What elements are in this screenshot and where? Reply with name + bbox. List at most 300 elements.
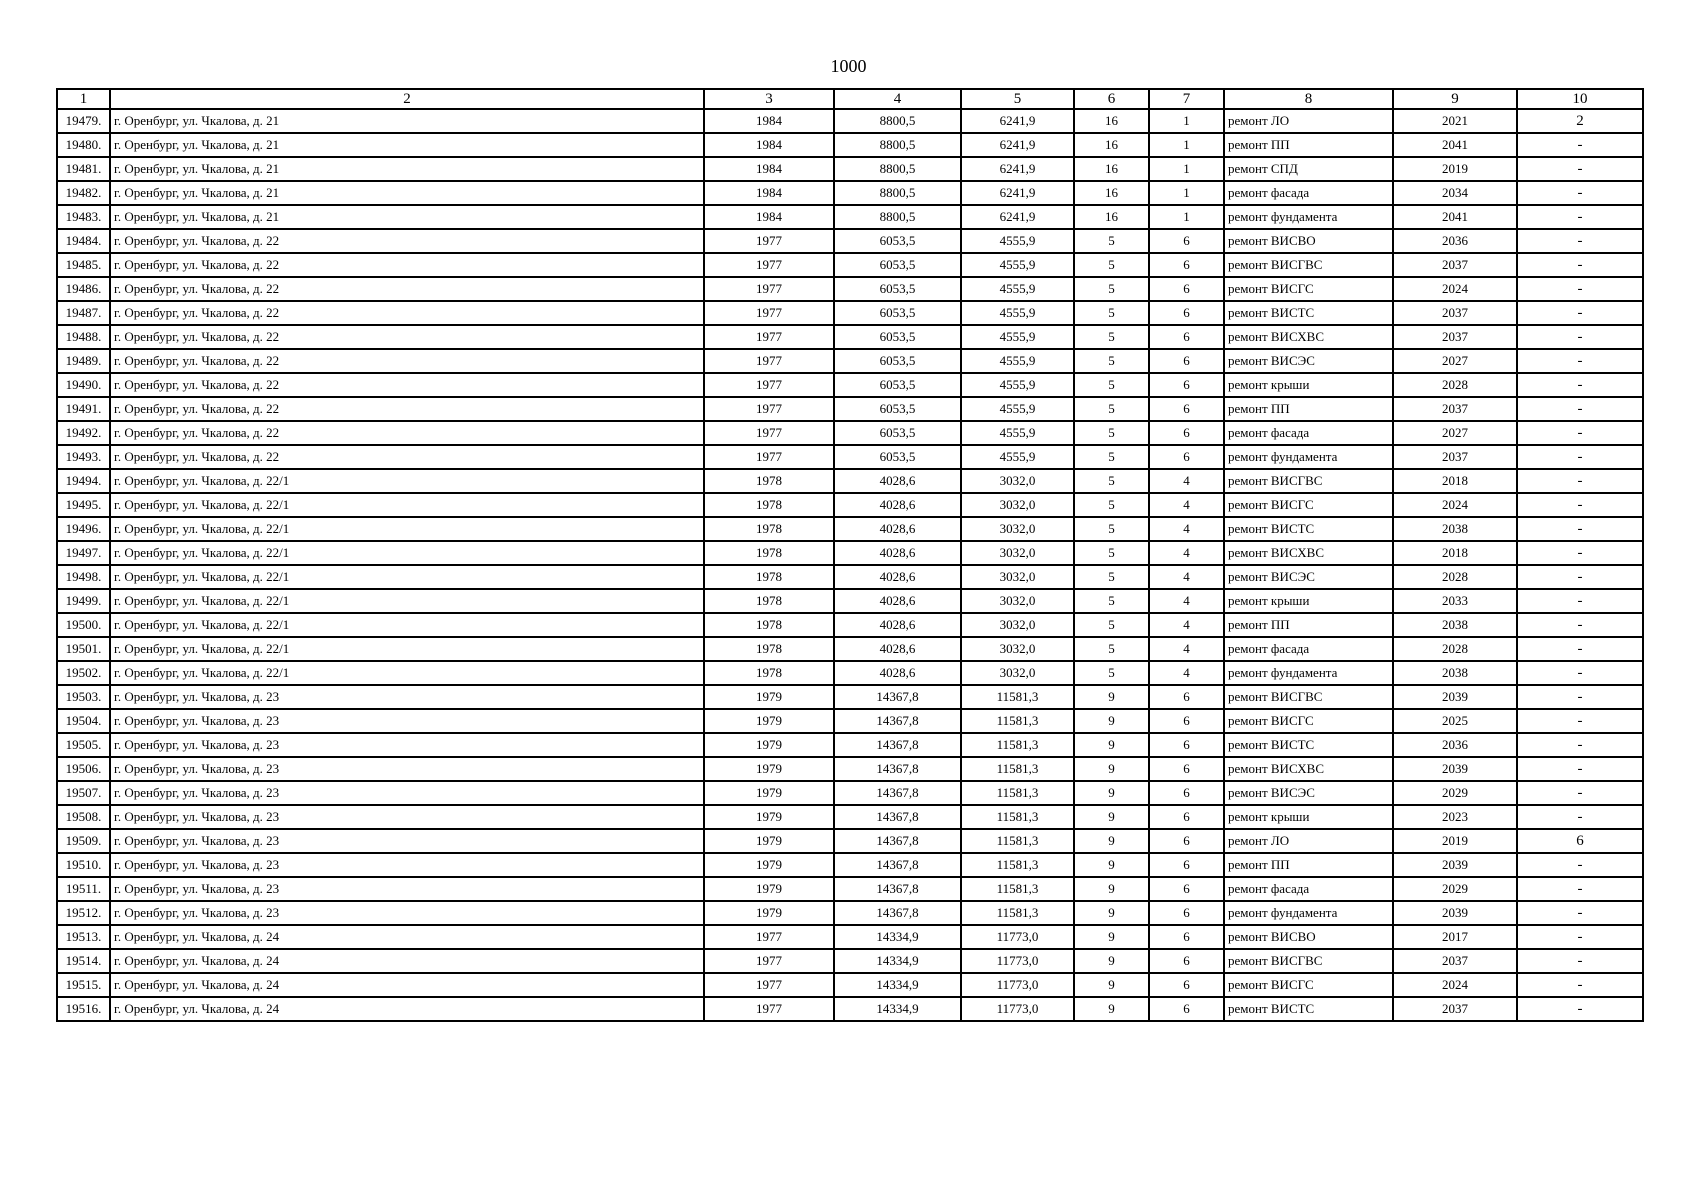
table-row bbox=[57, 253, 1643, 277]
row-number-cell: 19481. bbox=[57, 157, 110, 181]
work-type-cell: ремонт ПП bbox=[1224, 397, 1393, 421]
floors-cell: 5 bbox=[1074, 277, 1149, 301]
entrances-cell: 6 bbox=[1149, 301, 1224, 325]
table-body bbox=[57, 109, 1643, 1021]
year-built-cell: 1977 bbox=[704, 949, 834, 973]
year-built-cell: 1977 bbox=[704, 421, 834, 445]
planned-year-cell: 2028 bbox=[1393, 637, 1517, 661]
register-table bbox=[56, 88, 1644, 1022]
work-type-cell: ремонт ВИСХВС bbox=[1224, 541, 1393, 565]
column-header-2: 2 bbox=[110, 89, 704, 109]
floors-cell: 5 bbox=[1074, 349, 1149, 373]
planned-year-cell: 2025 bbox=[1393, 709, 1517, 733]
total-area-cell: 6053,5 bbox=[834, 253, 961, 277]
table-row bbox=[57, 133, 1643, 157]
planned-year-cell: 2024 bbox=[1393, 493, 1517, 517]
floors-cell: 9 bbox=[1074, 757, 1149, 781]
year-built-cell: 1978 bbox=[704, 541, 834, 565]
total-area-cell: 4028,6 bbox=[834, 613, 961, 637]
table-row bbox=[57, 781, 1643, 805]
row-number-cell: 19495. bbox=[57, 493, 110, 517]
year-built-cell: 1977 bbox=[704, 277, 834, 301]
address-cell: г. Оренбург, ул. Чкалова, д. 21 bbox=[110, 157, 704, 181]
table-row bbox=[57, 229, 1643, 253]
floors-cell: 9 bbox=[1074, 853, 1149, 877]
living-area-cell: 11581,3 bbox=[961, 685, 1074, 709]
table-row bbox=[57, 445, 1643, 469]
living-area-cell: 11773,0 bbox=[961, 997, 1074, 1021]
table-row bbox=[57, 877, 1643, 901]
floors-cell: 16 bbox=[1074, 133, 1149, 157]
year-built-cell: 1977 bbox=[704, 253, 834, 277]
work-type-cell: ремонт ПП bbox=[1224, 613, 1393, 637]
header-row bbox=[57, 89, 1643, 109]
total-area-cell: 14367,8 bbox=[834, 733, 961, 757]
column-10-value-cell: 6 bbox=[1517, 829, 1643, 853]
total-area-cell: 14367,8 bbox=[834, 781, 961, 805]
year-built-cell: 1978 bbox=[704, 493, 834, 517]
work-type-cell: ремонт ВИСВО bbox=[1224, 925, 1393, 949]
planned-year-cell: 2041 bbox=[1393, 205, 1517, 229]
table-row bbox=[57, 997, 1643, 1021]
column-10-value-cell: - bbox=[1517, 877, 1643, 901]
living-area-cell: 11773,0 bbox=[961, 949, 1074, 973]
work-type-cell: ремонт ВИСТС bbox=[1224, 733, 1393, 757]
entrances-cell: 1 bbox=[1149, 157, 1224, 181]
total-area-cell: 14367,8 bbox=[834, 877, 961, 901]
table-row bbox=[57, 973, 1643, 997]
work-type-cell: ремонт ВИСТС bbox=[1224, 301, 1393, 325]
living-area-cell: 11581,3 bbox=[961, 805, 1074, 829]
planned-year-cell: 2041 bbox=[1393, 133, 1517, 157]
entrances-cell: 6 bbox=[1149, 949, 1224, 973]
year-built-cell: 1979 bbox=[704, 829, 834, 853]
address-cell: г. Оренбург, ул. Чкалова, д. 23 bbox=[110, 733, 704, 757]
work-type-cell: ремонт фундамента bbox=[1224, 901, 1393, 925]
column-10-value-cell: - bbox=[1517, 925, 1643, 949]
year-built-cell: 1979 bbox=[704, 805, 834, 829]
planned-year-cell: 2037 bbox=[1393, 301, 1517, 325]
address-cell: г. Оренбург, ул. Чкалова, д. 22 bbox=[110, 253, 704, 277]
row-number-cell: 19516. bbox=[57, 997, 110, 1021]
entrances-cell: 4 bbox=[1149, 469, 1224, 493]
row-number-cell: 19479. bbox=[57, 109, 110, 133]
column-10-value-cell: - bbox=[1517, 589, 1643, 613]
year-built-cell: 1984 bbox=[704, 181, 834, 205]
planned-year-cell: 2024 bbox=[1393, 277, 1517, 301]
column-header-6: 6 bbox=[1074, 89, 1149, 109]
column-10-value-cell: - bbox=[1517, 325, 1643, 349]
work-type-cell: ремонт фасада bbox=[1224, 421, 1393, 445]
column-10-value-cell: - bbox=[1517, 757, 1643, 781]
address-cell: г. Оренбург, ул. Чкалова, д. 22 bbox=[110, 229, 704, 253]
address-cell: г. Оренбург, ул. Чкалова, д. 24 bbox=[110, 997, 704, 1021]
floors-cell: 5 bbox=[1074, 541, 1149, 565]
year-built-cell: 1978 bbox=[704, 469, 834, 493]
address-cell: г. Оренбург, ул. Чкалова, д. 22 bbox=[110, 397, 704, 421]
table-row bbox=[57, 301, 1643, 325]
total-area-cell: 8800,5 bbox=[834, 181, 961, 205]
floors-cell: 9 bbox=[1074, 997, 1149, 1021]
total-area-cell: 14334,9 bbox=[834, 949, 961, 973]
living-area-cell: 3032,0 bbox=[961, 493, 1074, 517]
planned-year-cell: 2036 bbox=[1393, 229, 1517, 253]
address-cell: г. Оренбург, ул. Чкалова, д. 22/1 bbox=[110, 661, 704, 685]
year-built-cell: 1977 bbox=[704, 301, 834, 325]
address-cell: г. Оренбург, ул. Чкалова, д. 23 bbox=[110, 901, 704, 925]
column-10-value-cell: - bbox=[1517, 253, 1643, 277]
address-cell: г. Оренбург, ул. Чкалова, д. 23 bbox=[110, 805, 704, 829]
floors-cell: 5 bbox=[1074, 301, 1149, 325]
entrances-cell: 6 bbox=[1149, 325, 1224, 349]
total-area-cell: 14367,8 bbox=[834, 757, 961, 781]
row-number-cell: 19506. bbox=[57, 757, 110, 781]
entrances-cell: 4 bbox=[1149, 565, 1224, 589]
floors-cell: 9 bbox=[1074, 973, 1149, 997]
living-area-cell: 6241,9 bbox=[961, 133, 1074, 157]
year-built-cell: 1978 bbox=[704, 637, 834, 661]
column-10-value-cell: - bbox=[1517, 397, 1643, 421]
column-header-7: 7 bbox=[1149, 89, 1224, 109]
row-number-cell: 19507. bbox=[57, 781, 110, 805]
table-row bbox=[57, 805, 1643, 829]
floors-cell: 16 bbox=[1074, 109, 1149, 133]
table-row bbox=[57, 181, 1643, 205]
address-cell: г. Оренбург, ул. Чкалова, д. 22 bbox=[110, 373, 704, 397]
address-cell: г. Оренбург, ул. Чкалова, д. 22/1 bbox=[110, 541, 704, 565]
total-area-cell: 14367,8 bbox=[834, 685, 961, 709]
column-10-value-cell: - bbox=[1517, 493, 1643, 517]
column-header-10: 10 bbox=[1517, 89, 1643, 109]
planned-year-cell: 2037 bbox=[1393, 949, 1517, 973]
column-10-value-cell: - bbox=[1517, 445, 1643, 469]
entrances-cell: 4 bbox=[1149, 517, 1224, 541]
table-row bbox=[57, 397, 1643, 421]
entrances-cell: 6 bbox=[1149, 853, 1224, 877]
address-cell: г. Оренбург, ул. Чкалова, д. 21 bbox=[110, 205, 704, 229]
table-row bbox=[57, 709, 1643, 733]
column-header-5: 5 bbox=[961, 89, 1074, 109]
planned-year-cell: 2038 bbox=[1393, 613, 1517, 637]
entrances-cell: 1 bbox=[1149, 205, 1224, 229]
living-area-cell: 4555,9 bbox=[961, 445, 1074, 469]
column-10-value-cell: - bbox=[1517, 349, 1643, 373]
column-10-value-cell: - bbox=[1517, 709, 1643, 733]
column-header-8: 8 bbox=[1224, 89, 1393, 109]
floors-cell: 5 bbox=[1074, 373, 1149, 397]
column-10-value-cell: - bbox=[1517, 901, 1643, 925]
table-row bbox=[57, 829, 1643, 853]
work-type-cell: ремонт ЛО bbox=[1224, 829, 1393, 853]
work-type-cell: ремонт ВИСТС bbox=[1224, 997, 1393, 1021]
work-type-cell: ремонт ВИСЭС bbox=[1224, 781, 1393, 805]
entrances-cell: 6 bbox=[1149, 829, 1224, 853]
year-built-cell: 1984 bbox=[704, 157, 834, 181]
total-area-cell: 8800,5 bbox=[834, 157, 961, 181]
column-10-value-cell: - bbox=[1517, 157, 1643, 181]
floors-cell: 16 bbox=[1074, 205, 1149, 229]
column-10-value-cell: - bbox=[1517, 733, 1643, 757]
floors-cell: 5 bbox=[1074, 637, 1149, 661]
address-cell: г. Оренбург, ул. Чкалова, д. 21 bbox=[110, 109, 704, 133]
column-10-value-cell: - bbox=[1517, 205, 1643, 229]
total-area-cell: 4028,6 bbox=[834, 565, 961, 589]
work-type-cell: ремонт ВИСГС bbox=[1224, 493, 1393, 517]
total-area-cell: 6053,5 bbox=[834, 349, 961, 373]
living-area-cell: 3032,0 bbox=[961, 589, 1074, 613]
address-cell: г. Оренбург, ул. Чкалова, д. 23 bbox=[110, 877, 704, 901]
year-built-cell: 1979 bbox=[704, 757, 834, 781]
year-built-cell: 1977 bbox=[704, 925, 834, 949]
total-area-cell: 8800,5 bbox=[834, 205, 961, 229]
work-type-cell: ремонт ВИСГС bbox=[1224, 709, 1393, 733]
floors-cell: 5 bbox=[1074, 421, 1149, 445]
table-row bbox=[57, 421, 1643, 445]
total-area-cell: 4028,6 bbox=[834, 541, 961, 565]
address-cell: г. Оренбург, ул. Чкалова, д. 22/1 bbox=[110, 517, 704, 541]
floors-cell: 5 bbox=[1074, 517, 1149, 541]
work-type-cell: ремонт ВИСХВС bbox=[1224, 757, 1393, 781]
row-number-cell: 19486. bbox=[57, 277, 110, 301]
work-type-cell: ремонт фундамента bbox=[1224, 205, 1393, 229]
living-area-cell: 4555,9 bbox=[961, 253, 1074, 277]
total-area-cell: 6053,5 bbox=[834, 277, 961, 301]
entrances-cell: 6 bbox=[1149, 421, 1224, 445]
living-area-cell: 6241,9 bbox=[961, 157, 1074, 181]
entrances-cell: 6 bbox=[1149, 373, 1224, 397]
row-number-cell: 19494. bbox=[57, 469, 110, 493]
total-area-cell: 6053,5 bbox=[834, 445, 961, 469]
table-row bbox=[57, 589, 1643, 613]
planned-year-cell: 2018 bbox=[1393, 541, 1517, 565]
row-number-cell: 19500. bbox=[57, 613, 110, 637]
column-10-value-cell: - bbox=[1517, 301, 1643, 325]
year-built-cell: 1979 bbox=[704, 781, 834, 805]
planned-year-cell: 2027 bbox=[1393, 349, 1517, 373]
row-number-cell: 19513. bbox=[57, 925, 110, 949]
row-number-cell: 19489. bbox=[57, 349, 110, 373]
living-area-cell: 3032,0 bbox=[961, 469, 1074, 493]
total-area-cell: 6053,5 bbox=[834, 397, 961, 421]
floors-cell: 9 bbox=[1074, 829, 1149, 853]
year-built-cell: 1977 bbox=[704, 397, 834, 421]
year-built-cell: 1984 bbox=[704, 133, 834, 157]
column-header-1: 1 bbox=[57, 89, 110, 109]
year-built-cell: 1979 bbox=[704, 901, 834, 925]
entrances-cell: 6 bbox=[1149, 685, 1224, 709]
row-number-cell: 19504. bbox=[57, 709, 110, 733]
entrances-cell: 6 bbox=[1149, 253, 1224, 277]
living-area-cell: 4555,9 bbox=[961, 229, 1074, 253]
year-built-cell: 1984 bbox=[704, 109, 834, 133]
entrances-cell: 6 bbox=[1149, 973, 1224, 997]
total-area-cell: 6053,5 bbox=[834, 421, 961, 445]
row-number-cell: 19503. bbox=[57, 685, 110, 709]
total-area-cell: 14334,9 bbox=[834, 925, 961, 949]
table-row bbox=[57, 757, 1643, 781]
column-10-value-cell: - bbox=[1517, 973, 1643, 997]
column-10-value-cell: - bbox=[1517, 661, 1643, 685]
column-10-value-cell: - bbox=[1517, 133, 1643, 157]
living-area-cell: 3032,0 bbox=[961, 613, 1074, 637]
living-area-cell: 11581,3 bbox=[961, 877, 1074, 901]
total-area-cell: 4028,6 bbox=[834, 517, 961, 541]
entrances-cell: 6 bbox=[1149, 997, 1224, 1021]
floors-cell: 5 bbox=[1074, 229, 1149, 253]
total-area-cell: 4028,6 bbox=[834, 589, 961, 613]
entrances-cell: 6 bbox=[1149, 733, 1224, 757]
living-area-cell: 3032,0 bbox=[961, 637, 1074, 661]
address-cell: г. Оренбург, ул. Чкалова, д. 23 bbox=[110, 829, 704, 853]
work-type-cell: ремонт ВИСГС bbox=[1224, 277, 1393, 301]
total-area-cell: 6053,5 bbox=[834, 301, 961, 325]
total-area-cell: 6053,5 bbox=[834, 373, 961, 397]
living-area-cell: 11581,3 bbox=[961, 709, 1074, 733]
year-built-cell: 1979 bbox=[704, 733, 834, 757]
floors-cell: 5 bbox=[1074, 445, 1149, 469]
column-10-value-cell: - bbox=[1517, 229, 1643, 253]
column-10-value-cell: - bbox=[1517, 181, 1643, 205]
column-10-value-cell: - bbox=[1517, 637, 1643, 661]
planned-year-cell: 2039 bbox=[1393, 685, 1517, 709]
row-number-cell: 19491. bbox=[57, 397, 110, 421]
floors-cell: 5 bbox=[1074, 253, 1149, 277]
work-type-cell: ремонт ВИСГВС bbox=[1224, 469, 1393, 493]
address-cell: г. Оренбург, ул. Чкалова, д. 21 bbox=[110, 181, 704, 205]
entrances-cell: 4 bbox=[1149, 541, 1224, 565]
address-cell: г. Оренбург, ул. Чкалова, д. 21 bbox=[110, 133, 704, 157]
table-row bbox=[57, 637, 1643, 661]
total-area-cell: 6053,5 bbox=[834, 229, 961, 253]
row-number-cell: 19482. bbox=[57, 181, 110, 205]
entrances-cell: 6 bbox=[1149, 757, 1224, 781]
table-row bbox=[57, 493, 1643, 517]
floors-cell: 5 bbox=[1074, 469, 1149, 493]
column-10-value-cell: - bbox=[1517, 613, 1643, 637]
row-number-cell: 19514. bbox=[57, 949, 110, 973]
work-type-cell: ремонт фасада bbox=[1224, 637, 1393, 661]
address-cell: г. Оренбург, ул. Чкалова, д. 22/1 bbox=[110, 613, 704, 637]
living-area-cell: 4555,9 bbox=[961, 301, 1074, 325]
address-cell: г. Оренбург, ул. Чкалова, д. 22/1 bbox=[110, 493, 704, 517]
entrances-cell: 6 bbox=[1149, 877, 1224, 901]
column-10-value-cell: - bbox=[1517, 781, 1643, 805]
column-header-9: 9 bbox=[1393, 89, 1517, 109]
year-built-cell: 1978 bbox=[704, 661, 834, 685]
row-number-cell: 19515. bbox=[57, 973, 110, 997]
column-10-value-cell: - bbox=[1517, 517, 1643, 541]
table-row bbox=[57, 613, 1643, 637]
living-area-cell: 11581,3 bbox=[961, 781, 1074, 805]
table-row bbox=[57, 853, 1643, 877]
address-cell: г. Оренбург, ул. Чкалова, д. 23 bbox=[110, 709, 704, 733]
address-cell: г. Оренбург, ул. Чкалова, д. 23 bbox=[110, 685, 704, 709]
table-row bbox=[57, 325, 1643, 349]
table-row bbox=[57, 685, 1643, 709]
planned-year-cell: 2024 bbox=[1393, 973, 1517, 997]
work-type-cell: ремонт ВИСВО bbox=[1224, 229, 1393, 253]
floors-cell: 5 bbox=[1074, 661, 1149, 685]
living-area-cell: 11773,0 bbox=[961, 925, 1074, 949]
address-cell: г. Оренбург, ул. Чкалова, д. 22 bbox=[110, 301, 704, 325]
work-type-cell: ремонт ВИСЭС bbox=[1224, 349, 1393, 373]
work-type-cell: ремонт фасада bbox=[1224, 877, 1393, 901]
address-cell: г. Оренбург, ул. Чкалова, д. 22 bbox=[110, 349, 704, 373]
planned-year-cell: 2037 bbox=[1393, 997, 1517, 1021]
table-row bbox=[57, 565, 1643, 589]
planned-year-cell: 2028 bbox=[1393, 565, 1517, 589]
table-row bbox=[57, 733, 1643, 757]
address-cell: г. Оренбург, ул. Чкалова, д. 23 bbox=[110, 853, 704, 877]
living-area-cell: 4555,9 bbox=[961, 349, 1074, 373]
address-cell: г. Оренбург, ул. Чкалова, д. 22 bbox=[110, 325, 704, 349]
year-built-cell: 1977 bbox=[704, 445, 834, 469]
total-area-cell: 6053,5 bbox=[834, 325, 961, 349]
row-number-cell: 19485. bbox=[57, 253, 110, 277]
planned-year-cell: 2029 bbox=[1393, 781, 1517, 805]
work-type-cell: ремонт СПД bbox=[1224, 157, 1393, 181]
column-10-value-cell: - bbox=[1517, 541, 1643, 565]
planned-year-cell: 2023 bbox=[1393, 805, 1517, 829]
row-number-cell: 19492. bbox=[57, 421, 110, 445]
year-built-cell: 1977 bbox=[704, 229, 834, 253]
total-area-cell: 8800,5 bbox=[834, 133, 961, 157]
address-cell: г. Оренбург, ул. Чкалова, д. 22/1 bbox=[110, 637, 704, 661]
row-number-cell: 19493. bbox=[57, 445, 110, 469]
work-type-cell: ремонт крыши bbox=[1224, 589, 1393, 613]
floors-cell: 5 bbox=[1074, 493, 1149, 517]
column-10-value-cell: - bbox=[1517, 373, 1643, 397]
address-cell: г. Оренбург, ул. Чкалова, д. 22 bbox=[110, 421, 704, 445]
work-type-cell: ремонт ЛО bbox=[1224, 109, 1393, 133]
year-built-cell: 1978 bbox=[704, 613, 834, 637]
total-area-cell: 14334,9 bbox=[834, 997, 961, 1021]
table-row bbox=[57, 277, 1643, 301]
work-type-cell: ремонт ВИСГВС bbox=[1224, 949, 1393, 973]
row-number-cell: 19508. bbox=[57, 805, 110, 829]
work-type-cell: ремонт ВИСГС bbox=[1224, 973, 1393, 997]
row-number-cell: 19501. bbox=[57, 637, 110, 661]
floors-cell: 9 bbox=[1074, 685, 1149, 709]
address-cell: г. Оренбург, ул. Чкалова, д. 22 bbox=[110, 277, 704, 301]
planned-year-cell: 2038 bbox=[1393, 661, 1517, 685]
planned-year-cell: 2037 bbox=[1393, 325, 1517, 349]
work-type-cell: ремонт крыши bbox=[1224, 373, 1393, 397]
year-built-cell: 1979 bbox=[704, 877, 834, 901]
row-number-cell: 19510. bbox=[57, 853, 110, 877]
table-row bbox=[57, 205, 1643, 229]
year-built-cell: 1979 bbox=[704, 853, 834, 877]
entrances-cell: 6 bbox=[1149, 349, 1224, 373]
year-built-cell: 1977 bbox=[704, 349, 834, 373]
planned-year-cell: 2021 bbox=[1393, 109, 1517, 133]
planned-year-cell: 2019 bbox=[1393, 157, 1517, 181]
address-cell: г. Оренбург, ул. Чкалова, д. 23 bbox=[110, 757, 704, 781]
entrances-cell: 6 bbox=[1149, 925, 1224, 949]
column-10-value-cell: - bbox=[1517, 805, 1643, 829]
year-built-cell: 1978 bbox=[704, 565, 834, 589]
entrances-cell: 1 bbox=[1149, 109, 1224, 133]
row-number-cell: 19497. bbox=[57, 541, 110, 565]
floors-cell: 9 bbox=[1074, 925, 1149, 949]
planned-year-cell: 2036 bbox=[1393, 733, 1517, 757]
year-built-cell: 1979 bbox=[704, 709, 834, 733]
floors-cell: 9 bbox=[1074, 709, 1149, 733]
table-row bbox=[57, 661, 1643, 685]
row-number-cell: 19480. bbox=[57, 133, 110, 157]
work-type-cell: ремонт крыши bbox=[1224, 805, 1393, 829]
work-type-cell: ремонт ПП bbox=[1224, 133, 1393, 157]
